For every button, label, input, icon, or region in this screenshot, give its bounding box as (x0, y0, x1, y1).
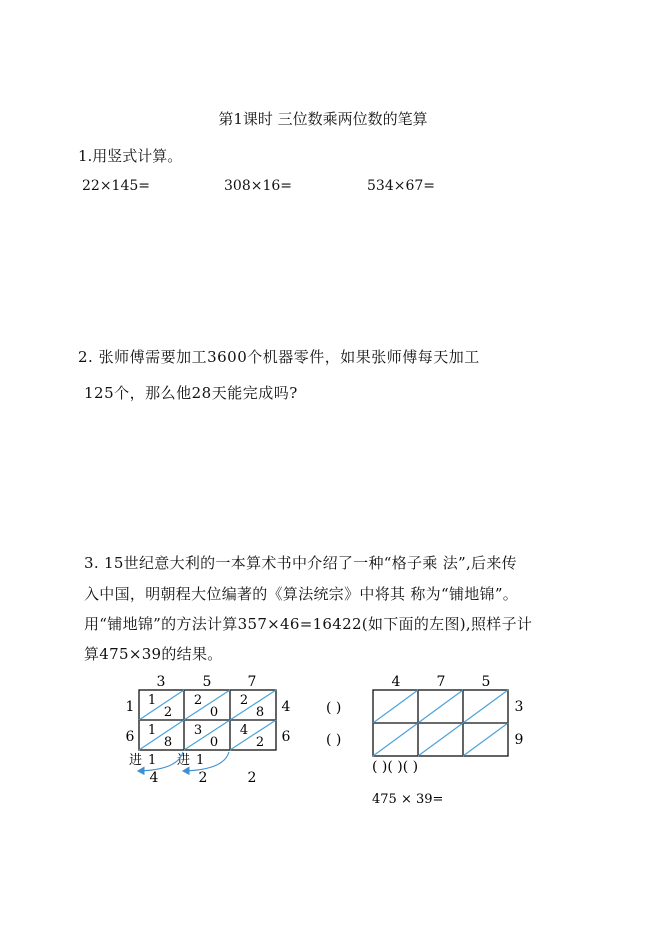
cell-ones: 2 (255, 735, 265, 750)
question-2-line-1: 2. 张师傅需要加工3600个机器零件，如果张师傅每天加工 (78, 348, 480, 366)
cell-ones: 0 (209, 735, 219, 750)
bottom-answer-blanks[interactable]: ( )( )( ) (372, 759, 419, 775)
right-top-digit: 7 (436, 674, 446, 690)
left-top-digit: 5 (202, 674, 212, 690)
question-3-line-4: 算475×39的结果。 (84, 645, 223, 663)
left-top-digit: 7 (247, 674, 257, 690)
result-digit: 2 (198, 770, 208, 786)
cell-tens: 1 (147, 723, 157, 738)
carry-label: 进 (177, 753, 191, 768)
left-side-digit: 6 (125, 729, 135, 745)
right-side-digit: 3 (514, 699, 524, 715)
left-lattice (126, 674, 291, 786)
carry-notes (129, 752, 204, 768)
cell-tens: 2 (239, 693, 249, 708)
right-expression: 475 × 39= (372, 792, 444, 807)
right-lattice (326, 674, 523, 807)
cell-tens: 2 (193, 693, 203, 708)
cell-tens: 1 (147, 693, 157, 708)
cell-tens: 4 (239, 723, 249, 738)
cell-ones: 8 (163, 735, 173, 750)
question-3-line-2: 入中国，明朝程大位编著的《算法统宗》中将其 称为“铺地锦”。 (84, 585, 519, 603)
right-top-digit: 4 (391, 674, 401, 690)
carry-digit: 1 (196, 753, 205, 768)
left-top-digits (157, 674, 257, 690)
result-digit: 4 (149, 770, 159, 786)
expression-1: 22×145= (82, 178, 150, 194)
cell-ones: 2 (163, 705, 173, 720)
left-answer-blank[interactable]: ( ) (326, 732, 342, 748)
right-top-digits (392, 674, 491, 690)
cell-tens: 3 (193, 723, 203, 738)
expression-3: 534×67= (367, 178, 435, 194)
cell-ones: 0 (209, 705, 219, 720)
question-1-heading: 1.用竖式计算。 (78, 147, 183, 165)
left-cell-digits (148, 693, 264, 750)
cell-ones: 8 (255, 705, 265, 720)
right-side-digit: 4 (281, 699, 291, 715)
carry-label: 进 (129, 753, 143, 768)
left-top-digit: 3 (156, 674, 166, 690)
left-bottom-digits (150, 770, 257, 786)
worksheet-title: 第1课时 三位数乘两位数的笔算 (218, 110, 428, 128)
expression-2: 308×16= (224, 178, 292, 194)
question-3-line-1: 3. 15世纪意大利的一本算术书中介绍了一种“格子乘 法”,后来传 (84, 554, 517, 572)
left-answer-blank[interactable]: ( ) (326, 700, 342, 716)
question-3-line-3: 用“铺地锦”的方法计算357×46=16422(如下面的左图),照样子计 (84, 615, 533, 633)
right-side-digit: 9 (514, 732, 524, 748)
carry-digit: 1 (148, 753, 157, 768)
left-side-digit: 1 (125, 699, 135, 715)
right-top-digit: 5 (481, 674, 491, 690)
right-side-digit: 6 (281, 729, 291, 745)
question-2-line-2: 125个，那么他28天能完成吗? (84, 384, 298, 402)
result-digit: 2 (247, 770, 257, 786)
